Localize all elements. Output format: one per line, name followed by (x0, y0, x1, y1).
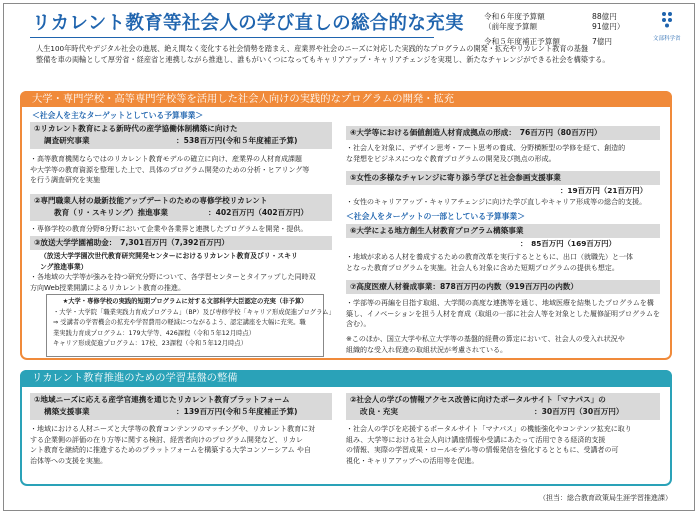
budget-item-1 (30, 122, 332, 149)
section-practical-programs-heading: 大学・専門学校・高等専門学校等を活用した社会人向けの実践的なプログラムの開発・拡充 (20, 91, 672, 107)
item-title: ⑦高度医療人材養成事業 (350, 282, 433, 291)
description-line: 治体等への支援を実施。 (30, 456, 107, 465)
intro-line: 整備を車の両輪として厚労省・経産省と連携しながら推進し、誰もがいくつになってもキャリアアップ・キャリアチェンジを実現し、新たなチャレンジができる社会を構築する。 (36, 55, 610, 64)
description-line: ・社会人の学びを応援するポータルサイト「マナパス」の機能強化やコンテンツ拡充に取り (346, 425, 632, 433)
department-footnote: （担当：総合教育政策局生涯学習推進課） (539, 494, 672, 502)
note-line: 組織的な受入れ促進の取組状況が考慮されている。 (346, 345, 507, 354)
description-line: の情報、実際の学習成果・ロールモデル等の情報発信を強化するとともに、受講者の可 (346, 446, 619, 454)
item-title: ②社会人の学びの情報アクセス改善に向けたポータルサイト「マナパス」の (350, 395, 606, 404)
mext-logo (652, 8, 692, 48)
description-line: 視化・キャリアアップへの活用等を促進。 (346, 456, 479, 465)
budget-item-3 (30, 236, 332, 250)
item-6-description (346, 252, 633, 273)
description-line: ・各地域の大学等が強みを持つ研究分野について、各学習センターとタイアップした同時双 (30, 273, 316, 281)
budget-label: 令和５年度補正予算額 (484, 37, 560, 46)
item-price: ：30百万円（30百万円） (534, 407, 624, 416)
certification-title: ★大学・専修学校の実践的短期プログラムに対する文部科学大臣認定の充実（非予算） (62, 298, 308, 305)
budget-item-2 (30, 194, 332, 221)
certification-line: キャリア形成促進プログラム：17校、23課程（令和５年12月時点） (53, 340, 247, 347)
description-line: ・社会人を対象に、デザイン思考・アート思考の養成、分野横断型の学修を経て、創造的 (346, 144, 626, 152)
item-title: 構築支援事業 (44, 407, 90, 416)
budget-item-5 (346, 171, 660, 185)
item-price: ：878百万円の内数（919百万円の内数） (432, 282, 578, 291)
certification-line: ・大学・大学院「職業実践力育成プログラム」（BP）及び専修学校「キャリア形成促進プログラム」 (53, 308, 335, 316)
item-title: 改良・充実 (360, 407, 398, 416)
item-price: ：538百万円(令和５年度補正予算) (176, 136, 298, 145)
platform-description (30, 424, 315, 466)
manapass-item (346, 393, 660, 420)
description-line: 方向Web授業開講によるリカレント教育の推進。 (30, 283, 186, 292)
item-price: ： 85百万円（169百万円） (520, 239, 616, 248)
description-line: ・地域が求める人材を養成するための教育改革を実行するとともに、出口（就職先）と一体 (346, 253, 633, 261)
description-line: や大学等の教育資源を整理した上で、具体のプログラム開発のための分析・ヒアリング等 (30, 165, 310, 174)
note-line: ング推進事業） (40, 262, 88, 271)
description-line: を行う調査研究を実施 (30, 176, 100, 184)
item-title: 教育（リ・スキリング）推進事業 (54, 208, 168, 217)
item-5-description (346, 197, 646, 208)
item-title: ⑤女性の多様なチャレンジに寄り添う学びと社会参画支援事業 (350, 173, 561, 182)
budget-item-6 (346, 224, 660, 238)
item-price: ： 7,301百万円（7,392百万円） (108, 238, 229, 247)
note-line: （放送大学学園次世代教育研究開発センターにおけるリカレント教育及びリ・スキリ (40, 252, 298, 260)
item-title: ⑥大学による地方創生人材教育プログラム構築事業 (350, 226, 524, 235)
description-line: ・高等教育機関ならではのリカレント教育モデルの確立に向け、産業界の人材育成課題 (30, 155, 303, 163)
description-line: 組み、大学等における社会人向け講座情報や受講にあたって活用できる経済的支援 (346, 435, 606, 444)
description-line: ント教育を継続的に推進するためのプラットフォームを構築する大学コンソーシアム や自 (30, 446, 311, 454)
budget-label: 令和６年度予算額 (484, 12, 545, 21)
item-title: ③放送大学学園補助金 (34, 238, 109, 247)
item-title: ①リカレント教育による新時代の産学協働体制構築に向けた (34, 124, 238, 133)
budget-amount: 88億円 (592, 12, 617, 21)
budget-amount: 91億円） (592, 22, 625, 31)
note-line: ※このほか、国立大学や私立大学等の基盤的経費の算定において、社会人の受入れ状況や (346, 335, 625, 343)
funding-note (346, 334, 625, 355)
left-subheading: ＜社会人を主なターゲットとしている予算事業＞ (32, 111, 204, 120)
description-line: 含む）。 (346, 320, 371, 328)
description-line: 築し、イノベーションを担う人材を育成（取組の一部に社会人等を対象とした履修証明プログラムを (346, 309, 660, 318)
item-title: 調査研究事業 (44, 136, 90, 145)
description-line: ・地域における人材ニーズと大学等の教育コンテンツのマッチングや、リカレント教育に対 (30, 425, 316, 433)
item-1-description (30, 154, 309, 186)
item-4-description (346, 143, 625, 164)
item-2-description (30, 224, 307, 235)
logo-text: 文部科学省 (653, 36, 681, 42)
description-line: ・学部等の再編を目指す取組、大学間の高度な連携等を通じ、地域医療を結集したプログラムを構 (346, 299, 654, 307)
item-3-note (40, 251, 298, 272)
budget-item-7 (346, 280, 660, 294)
budget-line-2 (484, 21, 625, 32)
intro-text (36, 43, 652, 65)
item-title: ①地域ニーズに応える産学官連携を通じたリカレント教育プラットフォーム (34, 395, 290, 404)
certification-line: 業実践力育成プログラム：179大学等、426課程（令和５年12月時点） (53, 329, 256, 337)
right-subheading: ＜社会人をターゲットの一部としている予算事業＞ (346, 212, 526, 221)
item-7-description (346, 298, 660, 330)
item-price: ： 76百万円（80百万円） (508, 128, 602, 137)
budget-amount: 7億円 (592, 37, 613, 46)
manapass-description (346, 424, 632, 466)
item-title: ④大学等における価値創造人材育成拠点の形成 (350, 128, 509, 137)
certification-box (46, 294, 335, 357)
item-3-description (30, 272, 316, 293)
description-line: ・女性のキャリアアップ・キャリアチェンジに向けた学び直しやキャリア形成等の総合的支援。 (346, 198, 647, 206)
description-line: な発想をビジネスにつなぐ教育プログラムの開発及び拠点の形成。 (346, 154, 556, 163)
item-price: ：19百万円（21百万円） (560, 186, 648, 195)
intro-line: 人生100年時代やデジタル社会の進展、絶え間なく変化する社会情勢を踏まえ、産業界や社会のニーズに対応した実践的なプログラムの開発・拡充やリカレント教育の基盤 (36, 44, 589, 53)
mext-logo-icon (660, 10, 674, 28)
item-title: ②専門職業人材の最新技能アップデートのための専修学校リカレント (34, 196, 268, 205)
item-price: ：139百万円(令和５年度補正予算) (176, 407, 298, 416)
section-learning-infrastructure-heading: リカレント教育推進のための学習基盤の整備 (20, 370, 672, 387)
budget-item-4 (346, 126, 660, 140)
item-5-price-row (560, 186, 647, 197)
description-line: となった教育プログラムを実施。社会人も対象に含めた短期プログラムの提供も想定。 (346, 263, 619, 272)
title-underline (30, 37, 434, 38)
description-line: する企業側の評価の在り方等に関する検討、経営者向けのプログラム開発など、リカレ (30, 435, 303, 444)
item-6-price-row (520, 239, 616, 250)
platform-item (30, 393, 332, 420)
budget-label: （前年度予算額 (484, 22, 538, 31)
page-title: リカレント教育等社会人の学び直しの総合的な充実 (32, 13, 464, 34)
description-line: ・専修学校の教育分野8分野において企業や各業界と連携したプログラムを開発・提供。 (30, 225, 308, 233)
item-price: ：402百万円（402百万円） (208, 208, 309, 217)
certification-line: ⇒ 受講者の学習機会の拡充や学習費用の軽減につながるよう、認定講座を大幅に充実。職 (53, 319, 306, 326)
